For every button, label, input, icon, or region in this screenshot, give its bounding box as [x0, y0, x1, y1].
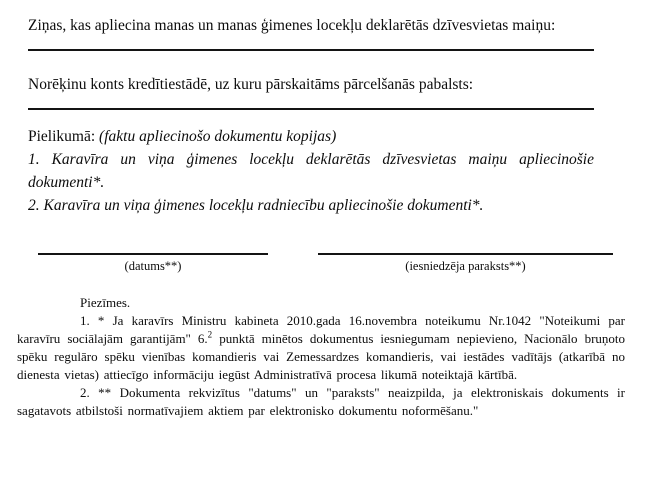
notes-heading: Piezīmes. [80, 295, 131, 310]
residence-blank-line [28, 49, 594, 51]
note-2: 2. ** Dokumenta rekvizītus "datums" un "paraksts" neaizpilda, ja elektroniskais dokuments ir sagatavots atbilstoši normatīvajiem aktiem par elektronisko dokumentu noformēšanu." [17, 385, 625, 418]
submitter-signature-block [318, 253, 613, 274]
submitter-signature-line [318, 253, 613, 255]
attachment-item-1-text: Karavīra un viņa ģimenes locekļu deklarētās dzīvesvietas maiņu apliecinošie dokumenti*. [28, 151, 594, 191]
residence-section-label: Ziņas, kas apliecina manas un manas ģimenes locekļu deklarētās dzīvesvietas maiņu: [28, 17, 556, 34]
note-1-text-before-sup: 1. * Ja karavīrs Ministru kabineta 2010.gada 16.novembra noteikumu Nr.1042 "Noteikumi par karavīru sociālajām garantijām" 6. [17, 313, 625, 346]
attachment-item-1-number: 1. [28, 151, 40, 168]
notes-section [17, 294, 625, 420]
date-label: (datums**) [124, 259, 182, 273]
attachment-item-2-number: 2. [28, 197, 40, 214]
attachment-item-1 [28, 148, 594, 194]
attachments-note: (faktu apliecinošo dokumentu kopijas) [99, 128, 337, 145]
date-signature-block [38, 253, 268, 274]
attachment-item-2 [28, 194, 594, 217]
account-blank-line [28, 108, 594, 110]
note-1-superscript: 2 [207, 329, 213, 340]
date-signature-line [38, 253, 268, 255]
attachments-label: Pielikumā: [28, 128, 96, 145]
account-section-label: Norēķinu konts kredītiestādē, uz kuru pārskaitāms pārcelšanās pabalsts: [28, 76, 474, 93]
signature-row [28, 253, 613, 274]
document-body [28, 14, 594, 274]
note-1 [17, 312, 625, 384]
attachment-item-2-text: Karavīra un viņa ģimenes locekļu radniecību apliecinošie dokumenti*. [43, 197, 484, 214]
note-1-text-after-sup: punktā minētos dokumentus iesniegumam nepievieno, Nacionālo bruņoto spēku regulāro spēku vienības komandieris vai Zemessardzes komandieris, vai iestādes vadītājs (atkarībā no dienesta vietas) attiecīgo informāciju iegūst Administratīvā procesa likumā noteiktajā kārtībā. [17, 331, 626, 382]
submitter-signature-label: (iesniedzēja paraksts**) [405, 259, 526, 273]
attachments-heading [28, 125, 594, 148]
